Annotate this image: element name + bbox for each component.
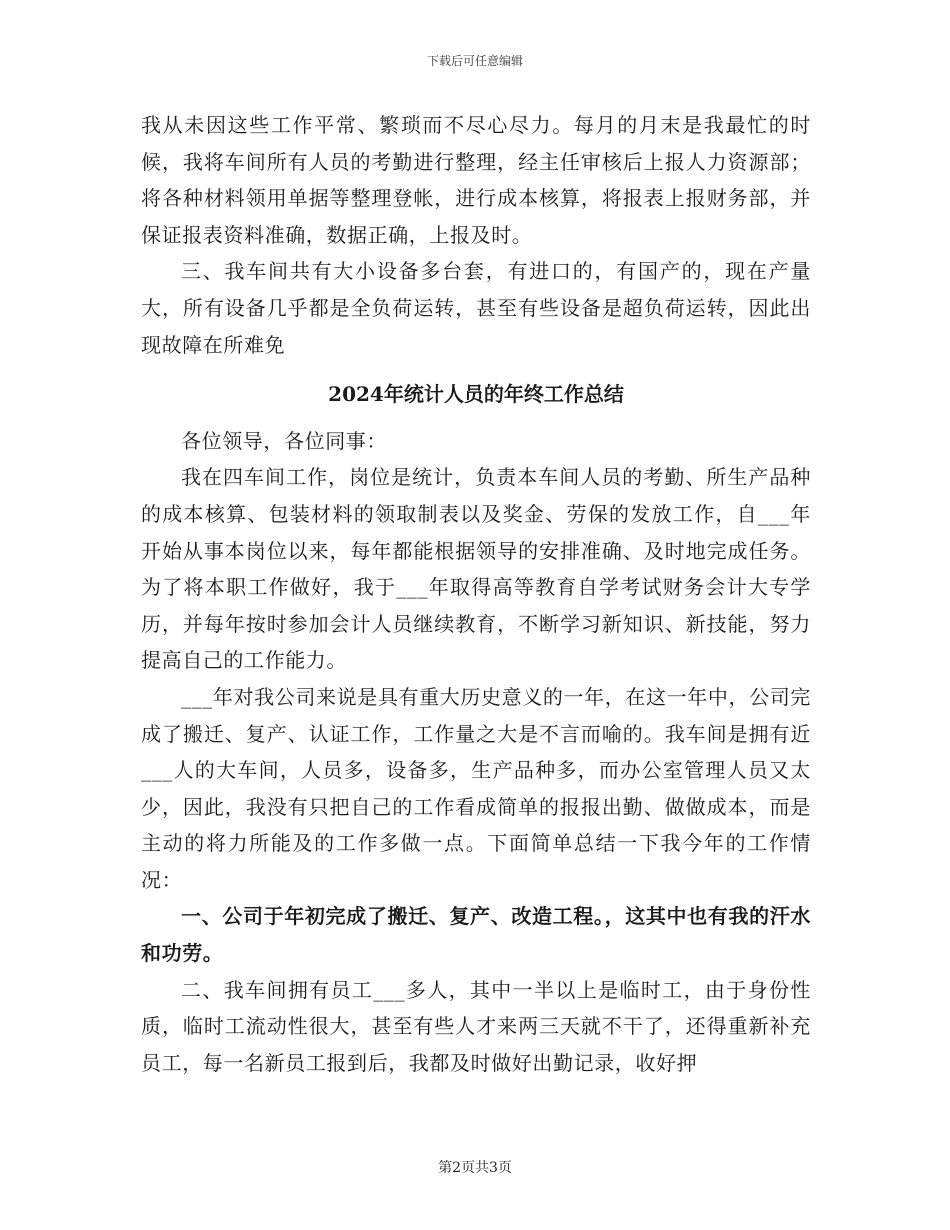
paragraph-year-overview: ___年对我公司来说是具有重大历史意义的一年，在这一年中，公司完成了搬迁、复产、认证工作，工作量之大是不言而喻的。我车间是拥有近___人的大车间，人员多，设备多，生产品种多，而办公室管理人员又太少，因此，我没有只把自己的工作看成简单的报报出勤、做做成本，而是主动的将力所能及的工作多做一点。下面简单总结一下我今年的工作情况： xyxy=(141,684,811,892)
header-note: 下载后可任意编辑 xyxy=(426,54,523,68)
page-number: 第2页共3页 xyxy=(438,1160,512,1176)
document-body xyxy=(141,107,811,1081)
paragraph-section-two: 二、我车间拥有员工___多人，其中一半以上是临时工，由于身份性质，临时工流动性很大，甚至有些人才来两三天就不干了，还得重新补充员工，每一名新员工报到后，我都及时做好出勤记录，收好押 xyxy=(141,977,811,1075)
paragraph-section-three: 三、我车间共有大小设备多台套，有进口的，有国产的，现在产量大，所有设备几乎都是全负荷运转，甚至有些设备是超负荷运转，因此出现故障在所难免 xyxy=(141,259,811,357)
paragraph-continuation: 我从未因这些工作平常、繁琐而不尽心尽力。每月的月末是我最忙的时候，我将车间所有人员的考勤进行整理，经主任审核后上报人力资源部；将各种材料领用单据等整理登帐，进行成本核算，将报表上报财务部，并保证报表资料准确，数据正确，上报及时。 xyxy=(141,113,811,247)
greeting: 各位领导，各位同事： xyxy=(181,428,387,453)
document-title: 2024年统计人员的年终工作总结 xyxy=(328,382,624,407)
paragraph-section-one: 一、公司于年初完成了搬迁、复产、改造工程。，这其中也有我的汗水和功劳。 xyxy=(141,904,811,966)
paragraph-intro: 我在四车间工作，岗位是统计，负责本车间人员的考勤、所生产品种的成本核算、包装材料的领取制表以及奖金、劳保的发放工作，自___年开始从事本岗位以来，每年都能根据领导的安排准确、及时地完成任务。为了将本职工作做好，我于___年取得高等教育自学考试财务会计大专学历，并每年按时参加会计人员继续教育，不断学习新知识、新技能，努力提高自己的工作能力。 xyxy=(141,465,811,673)
